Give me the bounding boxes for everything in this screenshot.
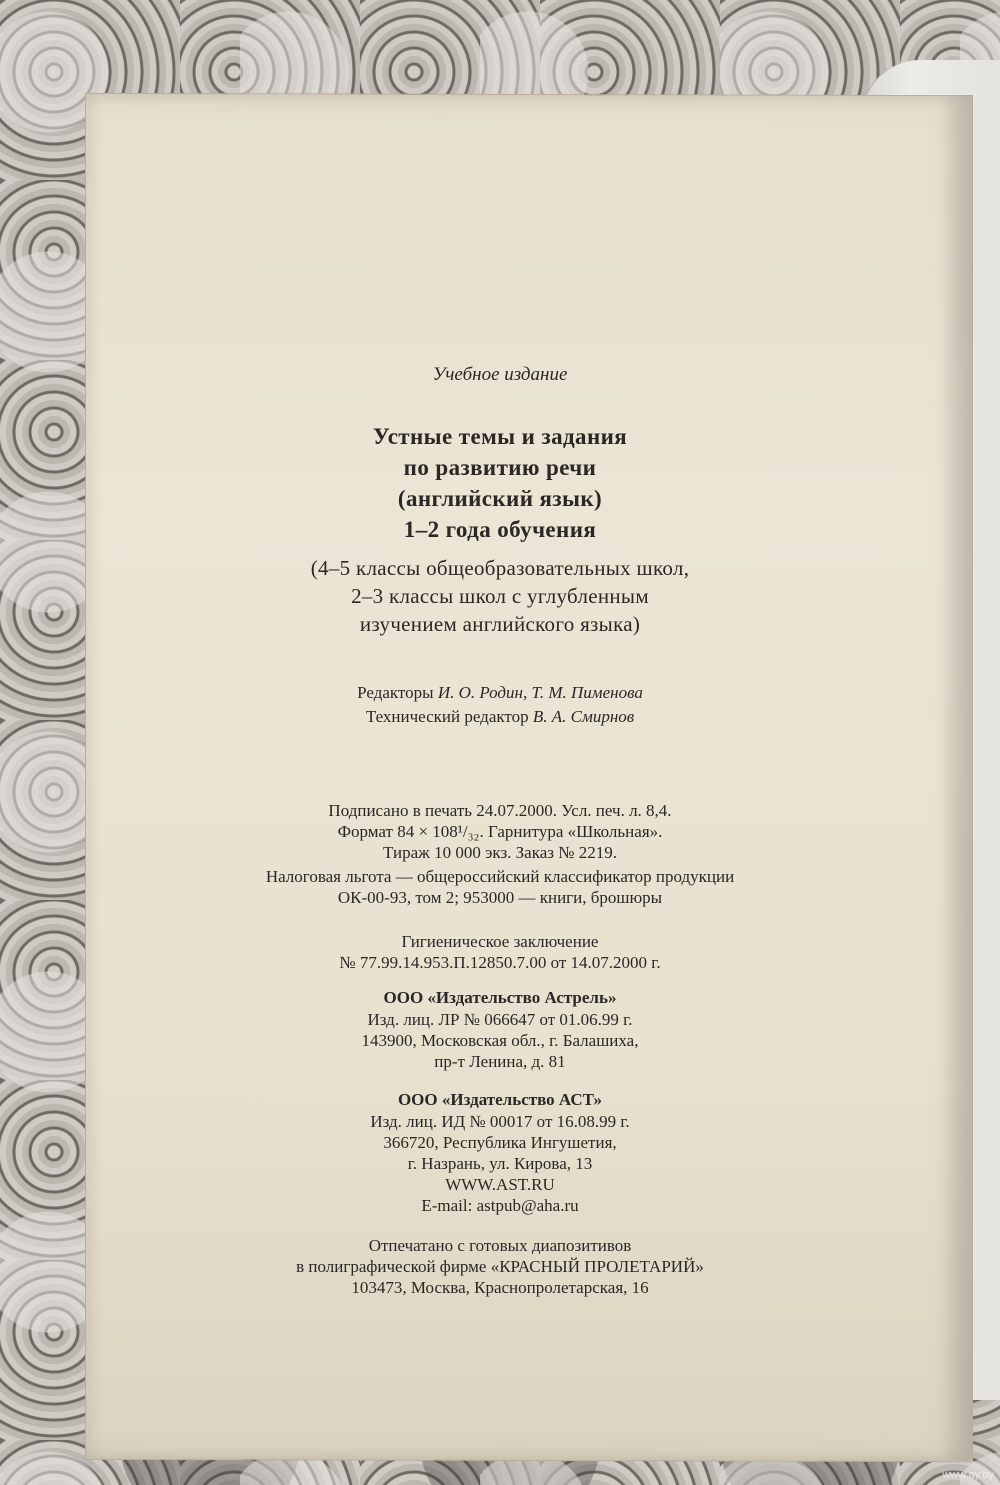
imprint-content [100,0,920,1485]
print-info-line-3: Тираж 10 000 экз. Заказ № 2219. [383,843,617,862]
tech-editor-line [90,707,910,727]
editors-line [90,683,910,703]
publisher1-address-2: пр-т Ленина, д. 81 [434,1052,566,1071]
print-info-line-2: Формат 84 × 108¹/₃₂. Гарнитура «Школьная». [337,822,663,841]
editors-names: И. О. Родин, Т. М. Пименова [437,683,643,702]
subtitle-line-1: (4–5 классы общеобразовательных школ, [310,556,690,580]
page-edge-shadow [940,95,972,1460]
title-line-3: (английский язык) [397,486,603,511]
printer-line-3: 103473, Москва, Краснопролетарская, 16 [351,1278,649,1297]
editors-label: Редакторы [357,683,434,702]
publisher1-name: ООО «Издательство Астрель» [383,988,617,1007]
subtitle-line-3: изучением английского языка) [359,612,641,636]
title-line-2: по развитию речи [403,455,597,480]
publisher2-name: ООО «Издательство АСТ» [397,1090,603,1109]
publisher2-web: WWW.AST.RU [445,1175,555,1194]
tax-line-2: ОК-00-93, том 2; 953000 — книги, брошюры [337,888,663,907]
tech-editor-label: Технический редактор [365,707,529,726]
title-line-4: 1–2 года обучения [403,517,597,542]
edition-type: Учебное издание [432,364,568,385]
publisher1-address-1: 143900, Московская обл., г. Балашиха, [361,1031,639,1050]
publisher2-license: Изд. лиц. ИД № 00017 от 16.08.99 г. [370,1112,630,1131]
printer-line-2: в полиграфической фирме «КРАСНЫЙ ПРОЛЕТАРИЙ» [296,1257,704,1276]
publisher1-license: Изд. лиц. ЛР № 066647 от 01.06.99 г. [367,1010,633,1029]
title-line-1: Устные темы и задания [372,424,628,449]
hygiene-line-1: Гигиеническое заключение [401,932,599,951]
printer-line-1: Отпечатано с готовых диапозитивов [368,1236,632,1255]
tech-editor-name: В. А. Смирнов [532,707,635,726]
publisher2-email: E-mail: astpub@aha.ru [421,1196,579,1215]
tax-line-1: Налоговая льгота — общероссийский классификатор продукции [265,867,735,886]
publisher2-address-1: 366720, Республика Ингушетия, [383,1133,617,1152]
subtitle-line-2: 2–3 классы школ с углубленным [351,584,649,608]
hygiene-line-2: № 77.99.14.953.П.12850.7.00 от 14.07.2000 г. [339,953,661,972]
publisher2-address-2: г. Назрань, ул. Кирова, 13 [407,1154,593,1173]
watermark: www.ay.by [942,1469,994,1481]
print-info-line-1: Подписано в печать 24.07.2000. Усл. печ. л. 8,4. [328,801,672,820]
